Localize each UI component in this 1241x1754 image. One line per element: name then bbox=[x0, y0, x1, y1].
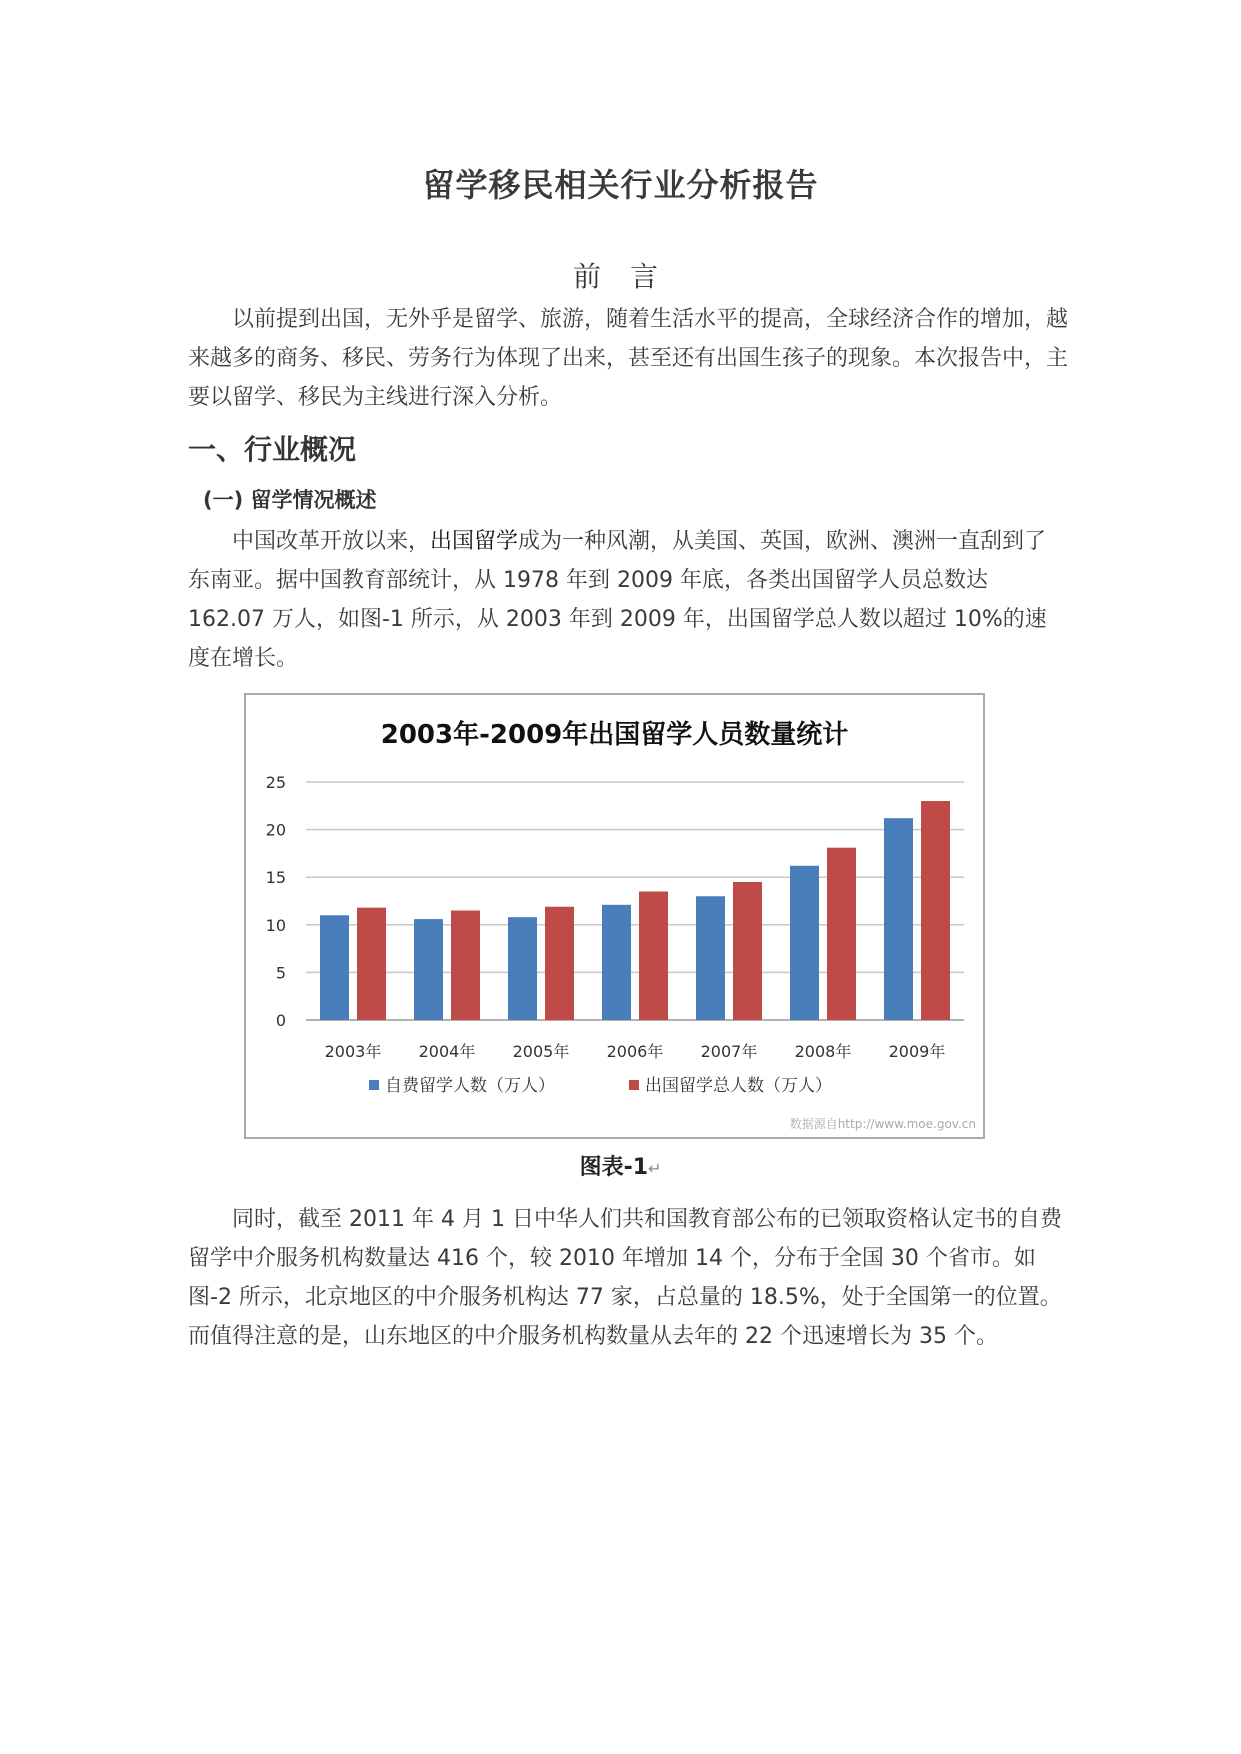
legend-label: 出国留学总人数（万人） bbox=[645, 1076, 832, 1096]
bar bbox=[414, 919, 443, 1020]
bar bbox=[451, 911, 480, 1020]
legend-swatch bbox=[369, 1080, 379, 1090]
y-tick-label: 25 bbox=[265, 773, 286, 792]
subsection-heading-study-abroad: (一) 留学情况概述 bbox=[203, 488, 377, 512]
document-title: 留学移民相关行业分析报告 bbox=[422, 166, 819, 204]
y-tick-label: 5 bbox=[275, 963, 286, 983]
bar bbox=[602, 905, 631, 1020]
study-abroad-link-text: 出国留学 bbox=[430, 529, 519, 554]
bar bbox=[921, 801, 950, 1020]
x-tick-label: 2009年 bbox=[888, 1042, 946, 1061]
bar bbox=[884, 818, 913, 1020]
bar bbox=[733, 882, 762, 1020]
bar bbox=[827, 848, 856, 1020]
x-tick-label: 2007年 bbox=[700, 1042, 758, 1061]
y-tick-label: 0 bbox=[275, 1011, 286, 1030]
x-tick-label: 2006年 bbox=[606, 1042, 664, 1061]
bar bbox=[545, 907, 574, 1020]
paragraph-mark-icon: ↵ bbox=[648, 1159, 662, 1178]
bar bbox=[320, 915, 349, 1020]
y-tick-label: 20 bbox=[265, 820, 286, 840]
bar-chart-svg bbox=[246, 695, 983, 1137]
section-heading-industry-overview: 一、行业概况 bbox=[188, 433, 357, 466]
preface-paragraph: 以前提到出国，无外乎是留学、旅游，随着生活水平的提高，全球经济合作的增加，越来越多的商务、移民、劳务行为体现了出来，甚至还有出国生孩子的现象。本次报告中，主要以留学、移民为主线进行深入分析。 bbox=[188, 307, 1069, 410]
bar bbox=[696, 896, 725, 1020]
x-tick-label: 2003年 bbox=[324, 1042, 382, 1061]
chart-source-note: 数据源自http://www.moe.gov.cn bbox=[789, 1117, 976, 1131]
x-tick-label: 2004年 bbox=[418, 1042, 476, 1061]
study-abroad-paragraph bbox=[188, 522, 1068, 678]
legend-swatch bbox=[629, 1080, 639, 1090]
study-abroad-chart bbox=[244, 693, 985, 1139]
chart-title: 2003年-2009年出国留学人员数量统计 bbox=[380, 720, 849, 750]
figure-caption bbox=[0, 1150, 1241, 1181]
legend-label: 自费留学人数（万人） bbox=[385, 1076, 555, 1096]
preface-heading: 前 言 bbox=[573, 260, 668, 293]
x-tick-label: 2005年 bbox=[512, 1042, 570, 1061]
agency-paragraph: 同时，截至 2011 年 4 月 1 日中华人们共和国教育部公布的已领取资格认定书的自费留学中介服务机构数量达 416 个，较 2010 年增加 14 个，分布于全国 30 个省市。如图-2 所示，北京地区的中介服务机构达 77 家，占总量的 18.5%，处于全国第一的位置。而值得注意的是，山东地区的中介服务机构数量从去年的 22 个迅速增长为 35 个。 bbox=[188, 1207, 1062, 1349]
paragraph-text: 成为一种风潮，从美国、英国，欧洲、澳洲一直刮到了东南亚。据中国教育部统计，从 1978 年到 2009 年底，各类出国留学人员总数达 162.07 万人，如图-1 所示，从 2003 年到 2009 年，出国留学总人数以超过 10%的速度在增长。 bbox=[188, 529, 1047, 671]
bar bbox=[357, 908, 386, 1020]
figure-caption-text: 图表-1 bbox=[579, 1155, 649, 1180]
bar bbox=[508, 917, 537, 1020]
bar bbox=[639, 891, 668, 1020]
paragraph-text: 中国改革开放以来， bbox=[232, 529, 431, 554]
x-tick-label: 2008年 bbox=[794, 1042, 852, 1061]
bar bbox=[790, 866, 819, 1020]
y-tick-label: 10 bbox=[265, 915, 286, 935]
y-tick-label: 15 bbox=[265, 868, 286, 888]
